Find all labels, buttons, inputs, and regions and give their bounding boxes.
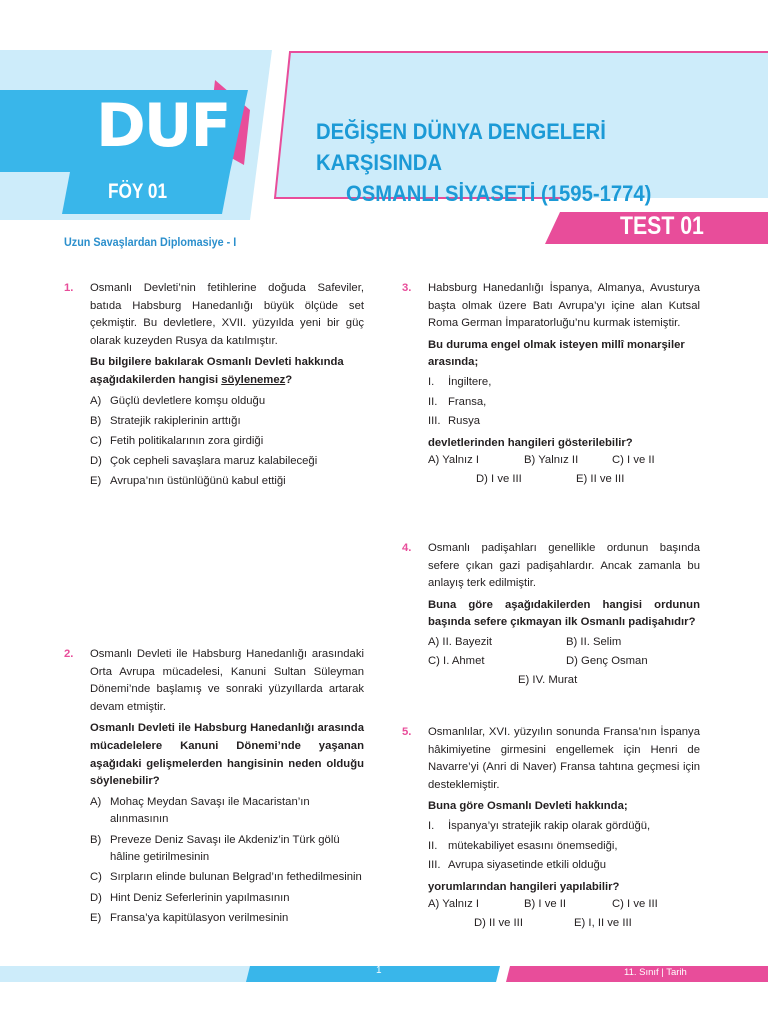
question-3 — [402, 280, 700, 490]
option-e[interactable]: E) IV. Murat — [518, 673, 578, 686]
option-c[interactable]: C) Sırpların elinde bulunan Belgrad’ın fethedilmesinin — [90, 871, 362, 884]
options-row-1 — [428, 896, 700, 915]
options-row-2 — [428, 471, 700, 490]
option-b[interactable]: B) I ve II — [524, 898, 567, 911]
question-prompt: Osmanlı Devleti ile Habsburg Hanedanlığı arasında mücadelelere Kanuni Dönemi’nde yaşanan aşağıdaki gelişmelerden hangisinin neden olduğu söylenebilir? — [90, 722, 364, 788]
roman-item-2: II. mütekabiliyet esasını önemsediği, — [428, 839, 618, 852]
answer-options — [90, 794, 364, 928]
option-c[interactable]: C) I. Ahmet — [428, 654, 485, 667]
options-row-3 — [428, 672, 700, 691]
options-row-1 — [428, 634, 700, 653]
option-b[interactable]: B) Preveze Deniz Savaşı ile Akdeniz’in Türk gölü hâline getirilmesinin — [90, 833, 340, 864]
question-number: 1. — [64, 282, 74, 294]
option-d[interactable]: D) Hint Deniz Seferlerinin yapılmasının — [90, 891, 290, 904]
underlined-word: söylenemez — [221, 373, 286, 386]
footer-course-label: 11. Sınıf | Tarih — [624, 967, 687, 978]
question-stem: Osmanlılar, XVI. yüzyılın sonunda Fransa’nın İspanya hâkimiyetine girmesini engellemek için Henri de Navarre’yi (Anri di Naver) Fransa tahtına geçmesi için desteklemiştir. — [428, 726, 700, 791]
option-d[interactable]: D) Çok cepheli savaşlara maruz kalabileceği — [90, 455, 318, 468]
question-number: 2. — [64, 648, 74, 660]
page-title-line1: DEĞİŞEN DÜNYA DENGELERİ KARŞISINDA — [316, 119, 606, 175]
question-2 — [64, 646, 364, 930]
option-c[interactable]: C) I ve III — [612, 898, 658, 911]
option-b[interactable]: B) Yalnız II — [524, 454, 579, 467]
option-a[interactable]: A) Yalnız I — [428, 454, 480, 467]
question-prompt: Buna göre aşağıdakilerden hangisi ordunun başında sefere çıkmayan ilk Osmanlı padişahıdır? — [428, 598, 700, 629]
roman-item-3: III. Avrupa siyasetinde etkili olduğu — [428, 859, 607, 872]
option-c[interactable]: C) Fetih politikalarının zora girdiği — [90, 434, 264, 447]
option-d[interactable]: D) I ve III — [476, 473, 522, 486]
option-e[interactable]: E) Avrupa’nın üstünlüğünü kabul ettiği — [90, 475, 286, 488]
question-number: 5. — [402, 726, 412, 738]
option-a[interactable]: A) Mohaç Meydan Savaşı ile Macaristan’ın alınmasının — [90, 795, 310, 826]
question-1 — [64, 280, 364, 494]
question-prompt-2: devletlerinden hangileri gösterilebilir? — [428, 436, 633, 449]
options-row-2 — [428, 653, 700, 672]
question-stem: Osmanlı padişahları genellikle ordunun başında sefere çıkan gazi padişahlardır. Ancak zamanla bu anlayış terk edilmiştir. — [428, 542, 700, 590]
question-prompt: Bu bilgilere bakılarak Osmanlı Devleti hakkında aşağıdakilerden hangisi söylenemez? — [90, 356, 344, 386]
section-subtitle: Uzun Savaşlardan Diplomasiye - I — [64, 235, 237, 249]
option-b[interactable]: B) Stratejik rakiplerinin arttığı — [90, 414, 241, 427]
options-row-1 — [428, 452, 700, 471]
question-prompt: Bu duruma engel olmak isteyen millî monarşiler arasında; — [428, 338, 685, 369]
question-stem: Osmanlı Devleti ile Habsburg Hanedanlığı arasındaki Orta Avrupa mücadelesi, Kanuni Sultan Süleyman Dönemi’nde başlamış ve sonraki yüzyıllarda artarak devam etmiştir. — [90, 648, 364, 713]
option-d[interactable]: D) Genç Osman — [566, 654, 648, 667]
footer-blue-strip — [246, 966, 500, 982]
question-number: 3. — [402, 282, 412, 294]
answer-options — [90, 393, 364, 491]
roman-item-2: II. Fransa, — [428, 395, 487, 408]
question-4 — [402, 540, 700, 691]
option-a[interactable]: A) II. Bayezit — [428, 635, 493, 648]
page-number: 1 — [376, 965, 382, 976]
question-prompt: Buna göre Osmanlı Devleti hakkında; — [428, 800, 628, 813]
option-c[interactable]: C) I ve II — [612, 454, 655, 467]
question-prompt-2: yorumlarından hangileri yapılabilir? — [428, 880, 620, 893]
option-a[interactable]: A) Yalnız I — [428, 898, 480, 911]
roman-item-1: I. İngiltere, — [428, 375, 492, 388]
page-title — [300, 116, 760, 209]
sheet-label: FÖY 01 — [108, 180, 168, 203]
test-label: TEST 01 — [620, 212, 704, 240]
roman-item-1: I. İspanya’yı stratejik rakip olarak gördüğü, — [428, 819, 651, 832]
option-e[interactable]: E) Fransa’ya kapitülasyon verilmesinin — [90, 911, 289, 924]
question-number: 4. — [402, 542, 412, 554]
options-row-2 — [428, 915, 700, 934]
option-d[interactable]: D) II ve III — [474, 917, 523, 930]
question-5 — [402, 724, 700, 934]
brand-logo: DUF — [96, 91, 230, 161]
page-title-line2: OSMANLI SİYASETİ (1595-1774) — [346, 181, 652, 206]
option-a[interactable]: A) Güçlü devletlere komşu olduğu — [90, 394, 266, 407]
option-b[interactable]: B) II. Selim — [566, 635, 622, 648]
option-e[interactable]: E) I, II ve III — [574, 917, 632, 930]
roman-item-3: III. Rusya — [428, 415, 481, 428]
question-stem: Osmanlı Devleti’nin fetihlerine doğuda Safeviler, batıda Habsburg Hanedanlığı büyük ölçüde set çekmiştir. Bu devletlere, XVII. yüzyılda yeni bir güç olarak kuzeyden Rusya da katılmıştır. — [90, 282, 364, 347]
option-e[interactable]: E) II ve III — [576, 473, 625, 486]
question-stem: Habsburg Hanedanlığı İspanya, Almanya, Avusturya başta olmak üzere Batı Avrupa’yı içine alan Kutsal Roma German İmparatorluğu’nu kurmak istemiştir. — [428, 282, 700, 330]
